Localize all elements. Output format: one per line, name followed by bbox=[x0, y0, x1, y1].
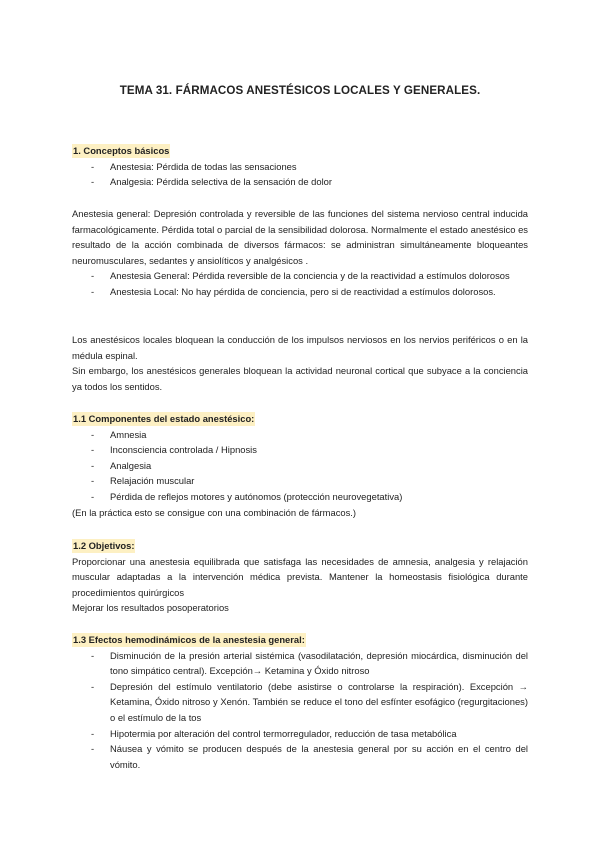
list-item: - Anestesia Local: No hay pérdida de conciencia, pero si de reactividad a estímulos dolorosos. bbox=[91, 285, 496, 297]
list-item: - Disminución de la presión arterial sistémica (vasodilatación, depresión miocárdica, disminución del tono simpático central). Excepción→ Ketamina y Óxido nitroso bbox=[91, 649, 528, 677]
paragraph: Anestesia general: Depresión controlada y reversible de las funciones del sistema nervioso central inducida farmacológicamente. Pérdida total o parcial de la sensibilidad dolorosa. Normalmente el estado anestésico es resultado de la acción combinada de diversos fármacos: se administran simultáneamente bloqueantes neuromusculares, sedantes y ansiolíticos y analgésicos . bbox=[72, 208, 528, 266]
section-objetivos bbox=[72, 538, 528, 616]
paragraph: Mejorar los resultados posoperatorios bbox=[72, 602, 229, 614]
list-item: - Relajación muscular bbox=[91, 475, 195, 487]
list-item: - Depresión del estímulo ventilatorio (debe asistirse o controlarse la respiración). Excepción → Ketamina, Óxido nitroso y Xenón. También se reduce el tono del esfínter esofágico (regurgitaciones) o el estímulo de la tos bbox=[91, 680, 528, 723]
list-item: - Pérdida de reflejos motores y autónomos (protección neurovegetativa) bbox=[91, 490, 403, 502]
section-heading: 1.2 Objetivos: bbox=[73, 540, 135, 551]
list-item: - Náusea y vómito se producen después de la anestesia general por su acción en el centro del vómito. bbox=[91, 743, 528, 770]
anestesia-general-block bbox=[72, 206, 528, 300]
section-heading: 1.1 Componentes del estado anestésico: bbox=[73, 413, 255, 424]
list-item: - Amnesia bbox=[91, 428, 147, 440]
section-heading: 1. Conceptos básicos bbox=[73, 145, 170, 156]
list-item: - Analgesia bbox=[91, 459, 152, 471]
paragraph: Sin embargo, los anestésicos generales bloquean la actividad neuronal cortical que subyace a la conciencia ya todos los sentidos. bbox=[72, 365, 528, 392]
list-item: - Analgesia: Pérdida selectiva de la sensación de dolor bbox=[91, 176, 333, 188]
list-item: - Anestesia: Pérdida de todas las sensaciones bbox=[91, 160, 297, 172]
list-item: - Inconsciencia controlada / Hipnosis bbox=[91, 444, 257, 456]
definition-list bbox=[72, 159, 528, 190]
efectos-list bbox=[72, 648, 528, 773]
section-componentes bbox=[72, 411, 528, 520]
componentes-list bbox=[72, 427, 528, 505]
section-heading: 1.3 Efectos hemodinámicos de la anestesia general: bbox=[73, 634, 305, 645]
paragraph: Proporcionar una anestesia equilibrada que satisfaga las necesidades de amnesia, analgesia y relajación muscular adaptadas a la intervención médica prevista. Mantener la homeostasis fisiológica durante procedimientos quirúrgicos bbox=[72, 555, 528, 598]
note: (En la práctica esto se consigue con una combinación de fármacos.) bbox=[72, 506, 357, 518]
document-title: TEMA 31. FÁRMACOS ANESTÉSICOS LOCALES Y GENERALES. bbox=[119, 84, 481, 97]
list-item: - Anestesia General: Pérdida reversible de la conciencia y de la reactividad a estímulos dolorosos bbox=[91, 270, 510, 282]
section-efectos-hemodinamicos bbox=[72, 632, 528, 772]
list-item: - Hipotermia por alteración del control termorregulador, reducción de tasa metabólica bbox=[91, 727, 457, 739]
locales-vs-generales-block bbox=[72, 332, 528, 394]
paragraph: Los anestésicos locales bloquean la conducción de los impulsos nerviosos en los nervios periféricos o en la médula espinal. bbox=[72, 334, 528, 361]
anesthesia-types-list bbox=[72, 268, 528, 299]
section-conceptos-basicos bbox=[72, 143, 528, 190]
